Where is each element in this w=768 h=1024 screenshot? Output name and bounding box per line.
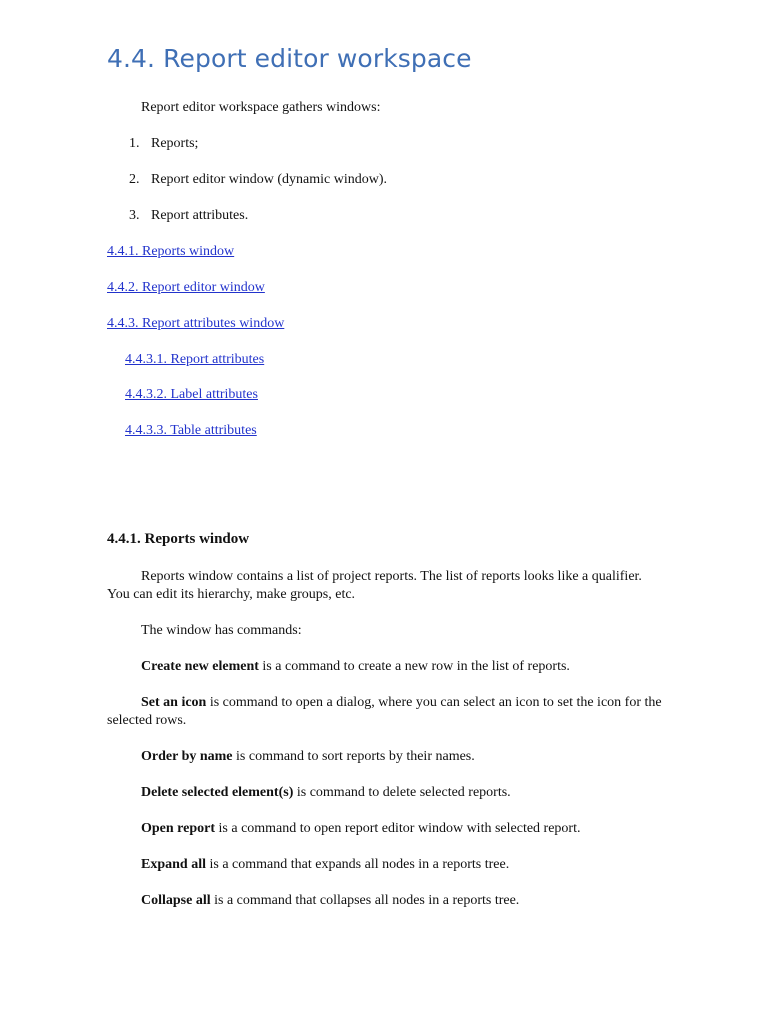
- command-description: is command to delete selected reports.: [293, 785, 511, 800]
- toc-link-report-attributes[interactable]: 4.4.3.1. Report attributes: [125, 352, 265, 367]
- command-order-by-name: [107, 748, 667, 766]
- command-description: is a command to open report editor window with selected report.: [215, 821, 581, 836]
- list-text: Report editor window (dynamic window).: [151, 172, 388, 187]
- command-name: Collapse all: [141, 893, 211, 908]
- command-description: is a command to create a new row in the list of reports.: [258, 659, 570, 674]
- list-number: 2.: [129, 172, 140, 187]
- command-set-an-icon: [107, 694, 667, 730]
- toc-entry: [107, 243, 234, 261]
- toc-entry: [107, 315, 284, 333]
- toc-entry: [125, 351, 264, 369]
- command-name: Delete selected element(s): [141, 785, 294, 800]
- toc-entry: [107, 279, 265, 297]
- command-expand-all: [107, 856, 667, 874]
- list-item: [129, 171, 387, 189]
- list-item: [129, 135, 198, 153]
- section-title: 4.4. Report editor workspace: [107, 44, 472, 73]
- toc-link-table-attributes[interactable]: 4.4.3.3. Table attributes: [125, 423, 257, 438]
- command-name: Open report: [141, 821, 216, 836]
- command-name: Set an icon: [141, 695, 207, 710]
- command-description: is a command that collapses all nodes in a reports tree.: [210, 893, 520, 908]
- toc-link-report-attributes-window[interactable]: 4.4.3. Report attributes window: [107, 316, 285, 331]
- list-text: Reports;: [151, 136, 199, 151]
- command-name: Order by name: [141, 749, 233, 764]
- toc-entry: [125, 422, 257, 440]
- list-number: 1.: [129, 136, 140, 151]
- command-description: is command to open a dialog, where you can select an icon to set the icon for the selected rows.: [107, 695, 662, 728]
- command-name: Create new element: [141, 659, 259, 674]
- command-delete-selected: [107, 784, 667, 802]
- toc-link-label-attributes[interactable]: 4.4.3.2. Label attributes: [125, 387, 258, 402]
- list-text: Report attributes.: [151, 208, 249, 223]
- command-open-report: [107, 820, 667, 838]
- command-description: is a command that expands all nodes in a reports tree.: [205, 857, 510, 872]
- toc-entry: [125, 386, 258, 404]
- reports-window-heading: 4.4.1. Reports window: [107, 531, 250, 547]
- intro-text: Report editor workspace gathers windows:: [141, 100, 381, 115]
- command-collapse-all: [107, 892, 667, 910]
- reports-window-description: Reports window contains a list of project reports. The list of reports looks like a qualifier. You can edit its hierarchy, make groups, etc.: [107, 569, 642, 602]
- toc-link-reports-window[interactable]: 4.4.1. Reports window: [107, 244, 235, 259]
- list-item: [129, 207, 248, 225]
- list-number: 3.: [129, 208, 140, 223]
- toc-link-report-editor-window[interactable]: 4.4.2. Report editor window: [107, 280, 265, 295]
- command-name: Expand all: [141, 857, 206, 872]
- commands-intro: The window has commands:: [141, 623, 302, 638]
- command-create-new-element: [107, 658, 667, 676]
- command-description: is command to sort reports by their names.: [232, 749, 475, 764]
